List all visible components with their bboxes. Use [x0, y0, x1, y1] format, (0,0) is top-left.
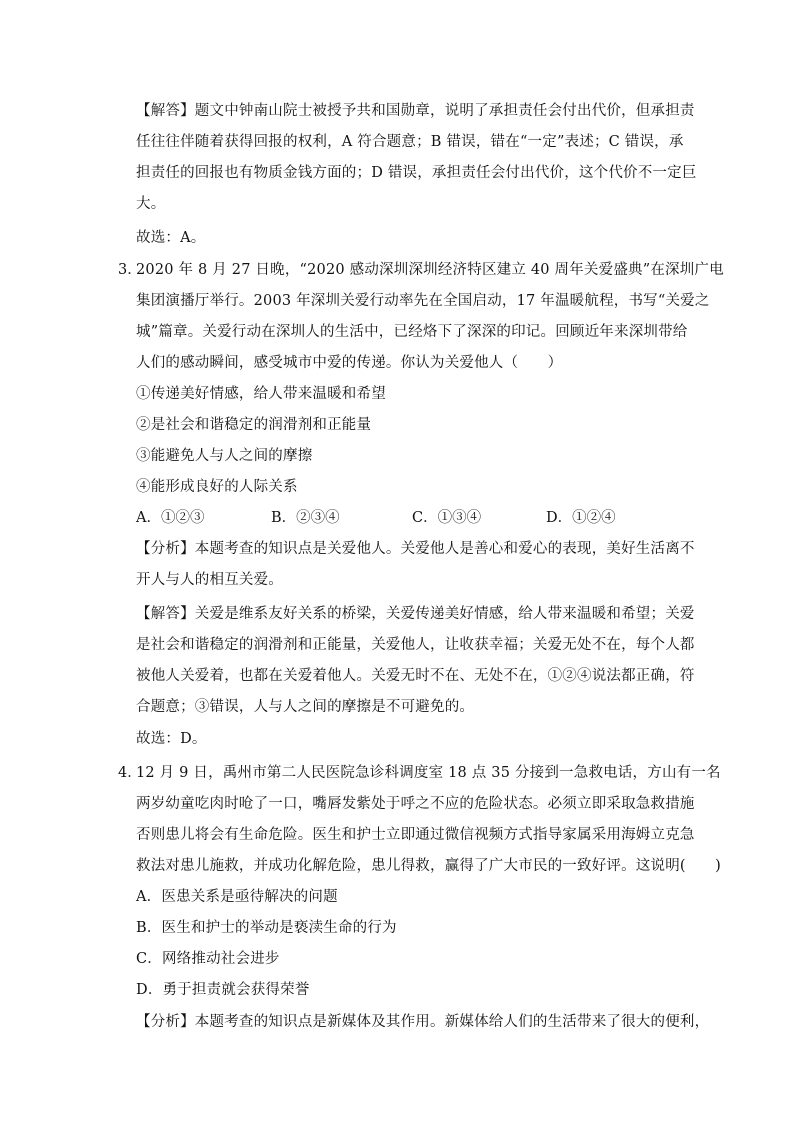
question-3-answer-line-1: 【解答】关爱是维系友好关系的桥梁，关爱传递美好情感，给人带来温暖和希望；关爱	[136, 606, 695, 622]
question-3-statement-3: ③能避免人与人之间的摩擦	[136, 448, 313, 464]
question-4-option-d: D．勇于担责就会获得荣誉	[136, 982, 310, 998]
question-4-option-c: C．网络推动社会进步	[136, 951, 280, 967]
question-3-stem-line-1: 2020 年 8 月 27 日晚，“2020 感动深圳深圳经济特区建立 40 周年关爱盛典”在深圳广电	[136, 262, 724, 278]
question-3-answer-line-2: 是社会和谐稳定的润滑剂和正能量，关爱他人，让收获幸福；关爱无处不在，每个人都	[136, 637, 695, 653]
question-3-analysis-line-1: 【分析】本题考查的知识点是关爱他人。关爱他人是善心和爱心的表现，美好生活离不	[136, 541, 695, 557]
question-4-option-b: B．医生和护士的举动是亵渎生命的行为	[136, 920, 397, 936]
question-3-statement-1: ①传递美好情感，给人带来温暖和希望	[136, 386, 386, 402]
question-3-option-d: D．①②④	[546, 510, 616, 526]
prev-answer-choice: 故选：A。	[136, 230, 206, 246]
question-3-analysis-line-2: 开人与人的相互关爱。	[136, 572, 283, 588]
prev-answer-line-1: 【解答】题文中钟南山院士被授予共和国勋章，说明了承担责任会付出代价，但承担责	[136, 103, 695, 119]
question-3-number: 3．	[118, 262, 142, 278]
question-3-choice: 故选：D。	[136, 731, 207, 747]
question-3-option-b: B．②③④	[271, 510, 340, 526]
question-3-stem-line-2: 集团演播厅举行。2003 年深圳关爱行动率先在全国启动，17 年温暖航程，书写“关爱之	[136, 293, 710, 309]
prev-answer-line-3: 担责任的回报也有物质金钱方面的；D 错误，承担责任会付出代价，这个代价不一定巨	[136, 165, 697, 181]
question-3-stem-line-3: 城”篇章。关爱行动在深圳人的生活中，已经烙下了深深的印记。回顾近年来深圳带给	[136, 324, 688, 340]
prev-answer-line-2: 任往往伴随着获得回报的权利，A 符合题意；B 错误，错在“一定”表述；C 错误，承	[136, 134, 684, 150]
prev-answer-line-4: 大。	[136, 196, 166, 212]
question-3-option-c: C．①③④	[412, 510, 482, 526]
question-3-statement-2: ②是社会和谐稳定的润滑剂和正能量	[136, 417, 372, 433]
question-3-stem-line-4: 人们的感动瞬间，感受城市中爱的传递。你认为关爱他人（ ）	[136, 355, 563, 371]
question-4-number: 4．	[118, 765, 142, 781]
question-4-stem-line-3: 否则患儿将会有生命危险。医生和护士立即通过微信视频方式指导家属采用海姆立克急	[136, 827, 695, 843]
question-4-stem-line-4: 救法对患儿施救，并成功化解危险，患儿得救，赢得了广大市民的一致好评。这说明( )	[136, 858, 722, 874]
question-3-option-a: A．①②③	[136, 510, 205, 526]
question-4-stem-line-2: 两岁幼童吃肉时呛了一口，嘴唇发紫处于呼之不应的危险状态。必须立即采取急救措施	[136, 796, 695, 812]
question-3-answer-line-4: 合题意；③错误，人与人之间的摩擦是不可避免的。	[136, 699, 475, 715]
question-3-answer-line-3: 被他人关爱着，也都在关爱着他人。关爱无时不在、无处不在，①②④说法都正确，符	[136, 668, 695, 684]
question-4-option-a: A．医患关系是亟待解决的问题	[136, 889, 338, 905]
question-3-statement-4: ④能形成良好的人际关系	[136, 479, 298, 495]
question-4-analysis-line-1: 【分析】本题考查的知识点是新媒体及其作用。新媒体给人们的生活带来了很大的便利，	[136, 1014, 710, 1030]
question-4-stem-line-1: 12 月 9 日，禹州市第二人民医院急诊科调度室 18 点 35 分接到一急救电话，方山有一名	[136, 765, 721, 781]
